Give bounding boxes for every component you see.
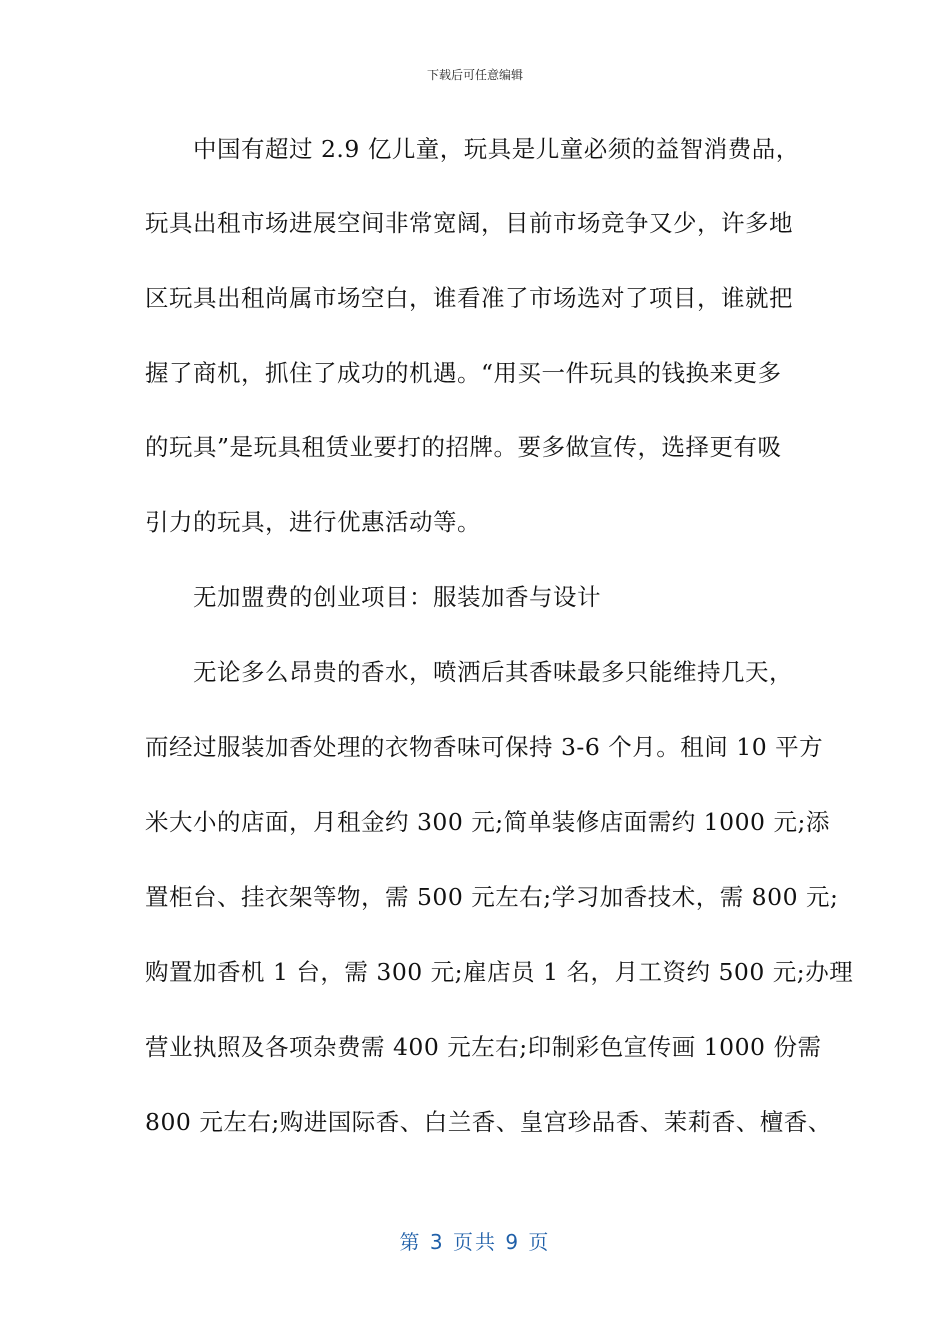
page-number: 第 3 页共 9 页 (399, 1230, 551, 1254)
text-line-4: 握了商机，抓住了成功的机遇。“用买一件玩具的钱换来更多 (145, 359, 782, 387)
text-line-11: 置柜台、挂衣架等物，需 500 元左右;学习加香技术，需 800 元; (145, 883, 839, 911)
text-line-10: 米大小的店面，月租金约 300 元;简单装修店面需约 1000 元;添 (145, 808, 830, 836)
section-heading: 无加盟费的创业项目：服装加香与设计 (145, 583, 601, 611)
text-line-8: 无论多么昂贵的香水，喷洒后其香味最多只能维持几天， (145, 658, 793, 686)
text-line-3: 区玩具出租尚属市场空白，谁看准了市场选对了项目，谁就把 (145, 284, 793, 312)
text-line-6: 引力的玩具，进行优惠活动等。 (145, 508, 481, 536)
text-line-2: 玩具出租市场进展空间非常宽阔，目前市场竞争又少，许多地 (145, 209, 793, 237)
text-line-1: 中国有超过 2.9 亿儿童，玩具是儿童必须的益智消费品， (145, 135, 800, 163)
text-line-13: 营业执照及各项杂费需 400 元左右;印制彩色宣传画 1000 份需 (145, 1033, 822, 1061)
page-header-note: 下载后可任意编辑 (426, 68, 523, 82)
text-line-9: 而经过服装加香处理的衣物香味可保持 3-6 个月。租间 10 平方 (145, 733, 824, 761)
text-line-12: 购置加香机 1 台，需 300 元;雇店员 1 名，月工资约 500 元;办理 (145, 958, 854, 986)
text-line-5: 的玩具”是玩具租赁业要打的招牌。要多做宣传，选择更有吸 (145, 433, 782, 461)
text-line-14: 800 元左右;购进国际香、白兰香、皇宫珍品香、茉莉香、檀香、 (145, 1108, 832, 1136)
